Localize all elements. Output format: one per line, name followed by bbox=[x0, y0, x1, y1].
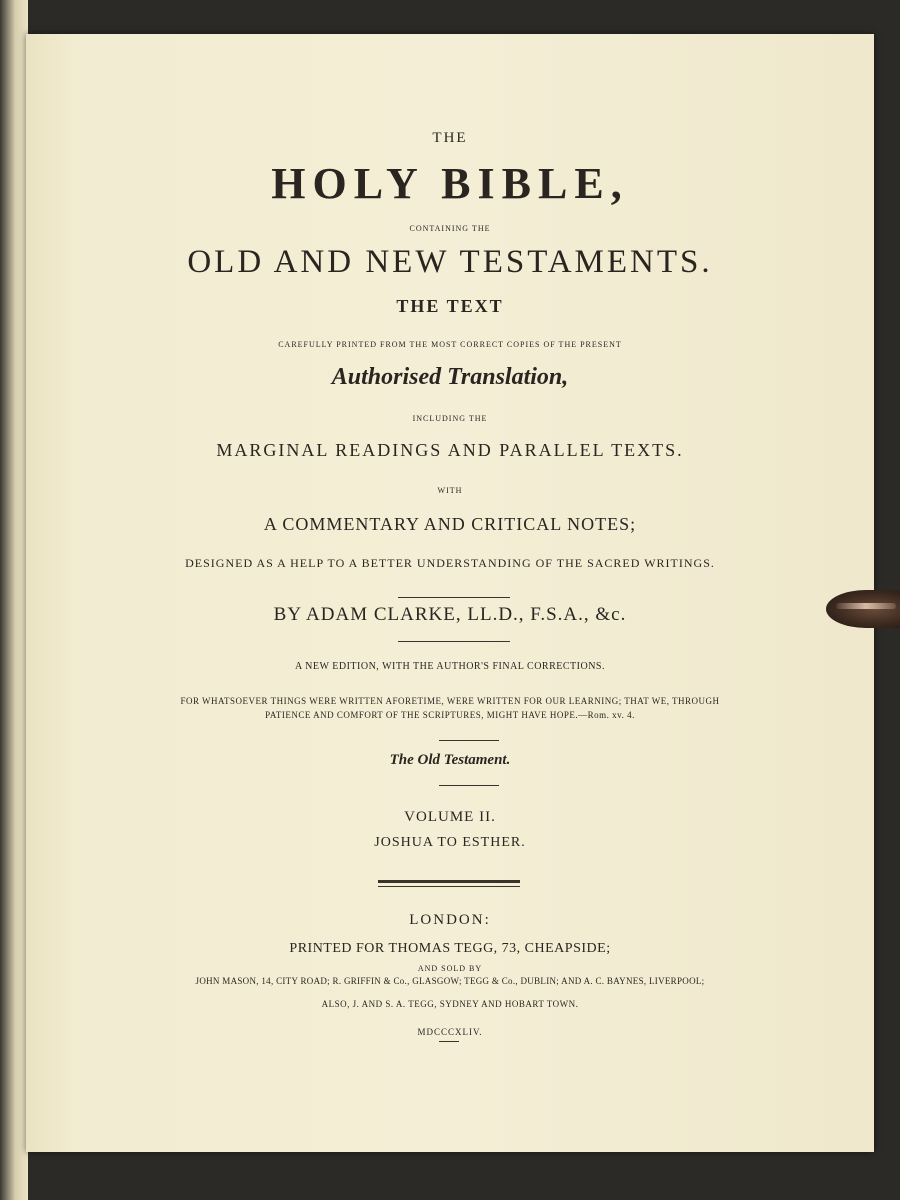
carefully-printed-text: CAREFULLY PRINTED FROM THE MOST CORRECT COPIES OF THE PRESENT bbox=[278, 340, 622, 349]
divider bbox=[398, 641, 510, 642]
imprint-city: LONDON: bbox=[409, 912, 491, 928]
authorised-translation: Authorised Translation, bbox=[331, 364, 569, 390]
title-holy-bible: HOLY BIBLE, bbox=[271, 159, 629, 208]
including-text: INCLUDING THE bbox=[412, 414, 488, 423]
scripture-quote-line-1: FOR WHATSOEVER THINGS WERE WRITTEN AFORETIME, WERE WRITTEN FOR OUR LEARNING; THAT WE, THROUGH bbox=[180, 696, 720, 706]
book-spine bbox=[0, 0, 28, 1200]
title-page bbox=[26, 34, 874, 1152]
sellers-line-2: ALSO, J. AND S. A. TEGG, SYDNEY AND HOBART TOWN. bbox=[321, 999, 579, 1009]
volume-number: VOLUME II. bbox=[404, 809, 496, 825]
designed-text: DESIGNED AS A HELP TO A BETTER UNDERSTANDING OF THE SACRED WRITINGS. bbox=[185, 556, 715, 570]
double-rule bbox=[378, 880, 520, 883]
volume-books: JOSHUA TO ESTHER. bbox=[374, 835, 526, 850]
sellers-line-1: JOHN MASON, 14, CITY ROAD; R. GRIFFIN & Co., GLASGOW; TEGG & Co., DUBLIN; AND A. C. BAYNES, LIVERPOOL; bbox=[195, 976, 705, 986]
bookmark-shine bbox=[836, 603, 896, 609]
divider bbox=[439, 1041, 459, 1042]
old-new-testaments: OLD AND NEW TESTAMENTS. bbox=[187, 244, 713, 280]
divider bbox=[439, 740, 499, 741]
author-line: BY ADAM CLARKE, LL.D., F.S.A., &c. bbox=[273, 604, 627, 625]
edition-line: A NEW EDITION, WITH THE AUTHOR'S FINAL CORRECTIONS. bbox=[295, 661, 605, 672]
bookmark-ribbon-icon bbox=[826, 590, 900, 628]
the-text-heading: THE TEXT bbox=[396, 296, 504, 316]
containing-text: CONTAINING THE bbox=[409, 224, 491, 233]
printed-for-line: PRINTED FOR THOMAS TEGG, 73, CHEAPSIDE; bbox=[289, 941, 611, 956]
marginal-readings: MARGINAL READINGS AND PARALLEL TEXTS. bbox=[216, 440, 684, 460]
scripture-quote-line-2: PATIENCE AND COMFORT OF THE SCRIPTURES, MIGHT HAVE HOPE.—Rom. xv. 4. bbox=[265, 710, 635, 720]
divider bbox=[439, 785, 499, 786]
sold-by-text: AND SOLD BY bbox=[417, 964, 483, 973]
with-text: WITH bbox=[437, 486, 463, 495]
double-rule-thin bbox=[378, 886, 520, 887]
title-the: THE bbox=[432, 130, 468, 146]
old-testament-heading: The Old Testament. bbox=[389, 752, 511, 768]
publication-year: MDCCCXLIV. bbox=[417, 1027, 483, 1037]
commentary-heading: A COMMENTARY AND CRITICAL NOTES; bbox=[263, 514, 637, 534]
divider bbox=[398, 597, 510, 598]
